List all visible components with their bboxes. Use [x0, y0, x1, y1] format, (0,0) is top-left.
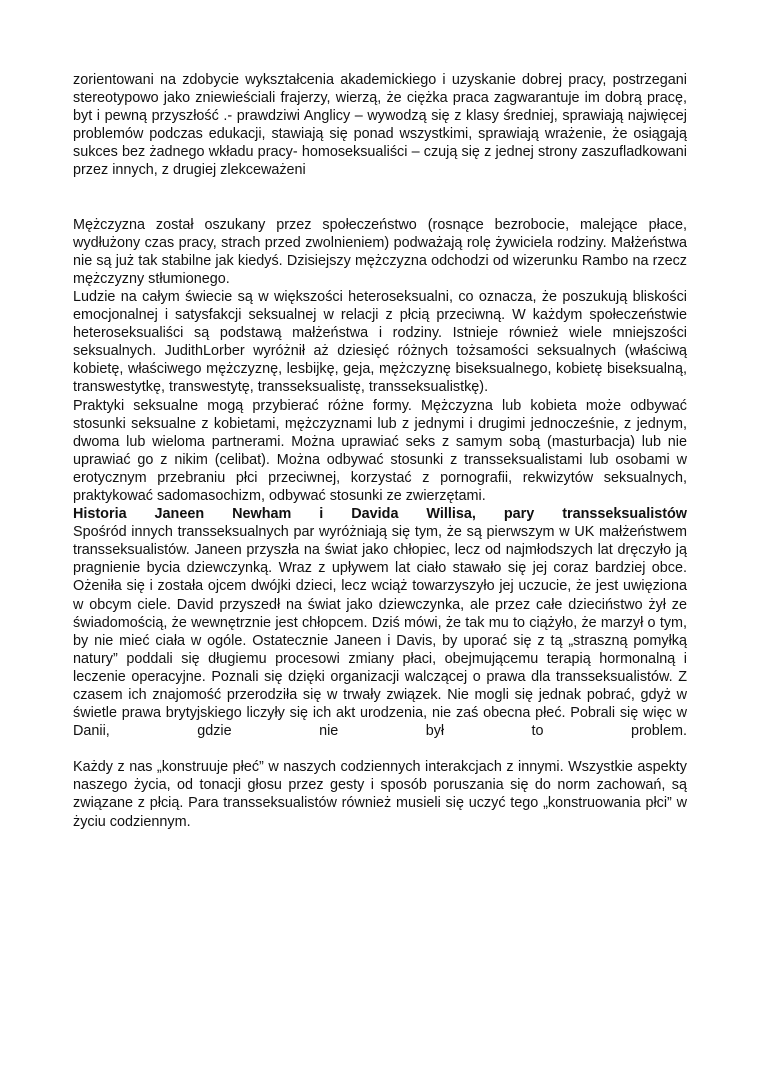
paragraph-spacer — [73, 740, 687, 758]
document-body — [73, 71, 687, 831]
paragraph-education-stereotypes: zorientowani na zdobycie wykształcenia akademickiego i uzyskanie dobrej pracy, postrzegani stereotypowo jako zniewieściali frajerzy, wierzą, że ciężka praca zagwarantuje im dobrą pracę, byt i pewną przyszłość .- prawdziwi Anglicy – wywodzą się z klasy średniej, sprawiają najwięcej problemów podczas edukacji, stawiają się ponad wszystkimi, sprawiają wrażenie, że osiągają sukces bez żadnego wkładu pracy- homoseksualiści – czują się z jednej strony zaszufladkowani przez innych, z drugiej zlekceważeni — [73, 72, 687, 179]
paragraph-constructing-gender: Każdy z nas „konstruuje płeć” w naszych codziennych interakcjach z innymi. Wszystkie aspekty naszego życia, od tonacji głosu przez gesty i sposób poruszania się do norm zachowań, są związane z płcią. Para transseksualistów również musieli się uczyć tego „konstruowania płci” w życiu codziennym. — [73, 759, 687, 830]
section-heading: Historia Janeen Newham i Davida Willisa, pary transseksualistów — [73, 506, 687, 523]
paragraph-heterosexuality: Ludzie na całym świecie są w większości heteroseksualni, co oznacza, że poszukują bliskości emocjonalnej i satysfakcji seksualnej w relacji z płcią przeciwną. W każdym społeczeństwie heteroseksualiści są podstawą małżeństwa i rodziny. Istnieje również wiele mniejszości seksualnych. JudithLorber wyróżnił aż dziesięć różnych tożsamości seksualnych (właściwą kobietę, właściwego mężczyznę, lesbijkę, geja, mężczyznę biseksualnego, kobietę biseksualną, transwestytkę, transwestytę, transseksualistę, transseksualistkę). — [73, 288, 687, 396]
paragraph-men-deceived: Mężczyzna został oszukany przez społeczeństwo (rosnące bezrobocie, malejące płace, wydłużony czas pracy, strach przed zwolnieniem) podważają rolę żywiciela rodziny. Małżeństwa nie są już tak stabilne jak kiedyś. Dzisiejszy mężczyzna odchodzi od wizerunku Rambo na rzecz mężczyzny stłumionego. — [73, 216, 687, 287]
paragraph-couple-story: Spośród innych transseksualnych par wyróżniają się tym, że są pierwszym w UK małżeństwem transseksualistów. Janeen przyszła na świat jako chłopiec, lecz od najmłodszych lat dręczyło ją pragnienie bycia dziewczynką. Wraz z upływem lat ciało stawało się jej coraz bardziej obce. Ożeniła się i została ojcem dwójki dzieci, lecz wciąż towarzyszyło jej uczucie, że jest uwięziona w obcym ciele. David przyszedł na świat jako dziewczynka, ale przez całe dzieciństwo żył ze świadomością, że wewnętrznie jest chłopcem. Dziś mówi, że tak mu to ciążyło, że marzył o tym, by nie mieć ciała w ogóle. Ostatecznie Janeen i Davis, by uporać się z tą „straszną pomyłką natury” poddali się długiemu procesowi zmiany płaci, obejmującemu terapią hormonalną i leczenie operacyjne. Poznali się dzięki organizacji walczącej o prawa dla transseksualistów. Z czasem ich znajomość przerodziła się w trwały związek. Nie mogli się jednak pobrać, gdyż w świetle prawa brytyjskiego liczyły się ich akt urodzenia, nie zaś obecna płeć. Pobrali się więc w Danii, gdzie nie był to problem. — [73, 524, 687, 740]
paragraph-spacer — [73, 180, 687, 216]
paragraph-sexual-practices: Praktyki seksualne mogą przybierać różne formy. Mężczyzna lub kobieta może odbywać stosunki seksualne z kobietami, mężczyznami lub z jednymi i drugimi jednocześnie, z jednym, dwoma lub wieloma partnerami. Można uprawiać seks z samym sobą (masturbacja) lub nie uprawiać go z nikim (celibat). Można odbywać stosunki z transseksualistami lub osobami w erotycznym przebraniu płci przeciwnej, korzystać z pornografii, rekwizytów seksualnych, praktykować sadomasochizm, odbywać stosunki ze zwierzętami. — [73, 397, 687, 504]
